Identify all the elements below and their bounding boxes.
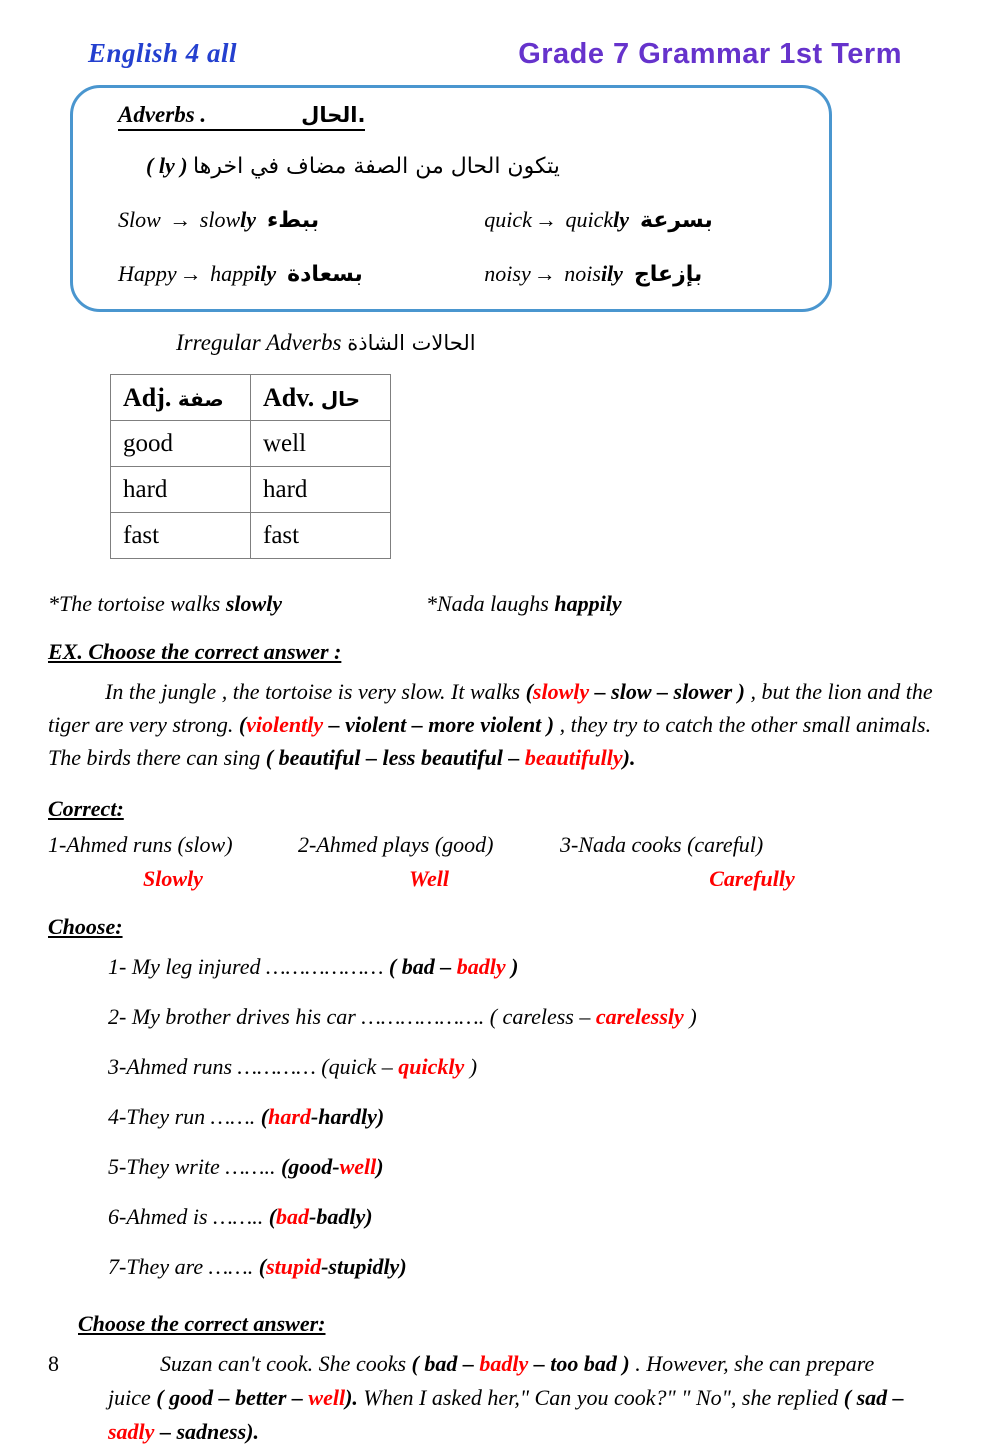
text-segment: 7-They are ……. [108,1254,259,1279]
text-segment: ) [683,1004,697,1029]
table-header-row [111,375,391,421]
arrow-icon: → [179,261,202,286]
text-segment: , they try to catch the other small animals. The birds there can sing [48,712,932,770]
choose-section-heading: Choose: [48,914,123,939]
text-segment: *Nada laughs [426,591,555,616]
text-segment: ( sad – [843,1385,904,1410]
text-segment: – [154,1419,177,1444]
adverbs-heading [118,102,784,131]
adverb-example-slow [118,207,484,233]
text-segment: 5-They write …….. [108,1154,281,1179]
text-segment: – violent – more violent ) [323,712,560,737]
adjective: Slow [118,207,167,232]
text-segment: In the jungle , the tortoise is very slow. It walks [105,679,526,704]
irregular-adverbs-title [176,330,944,356]
text-segment: 3-Ahmed runs ………… (quick – [108,1054,399,1079]
page-header [0,0,992,71]
text-segment: -hardly) [310,1104,385,1129]
correct-question: 1-Ahmed runs (slow) [48,832,233,857]
correct-item [48,832,298,892]
text-segment: violently [246,712,324,737]
final-section-heading: Choose the correct answer: [78,1311,326,1336]
text-segment: badly [479,1351,529,1376]
text-segment: quickly [398,1054,465,1079]
adjective: Happy [118,261,177,286]
adjective: noisy [484,261,531,286]
correct-answer: Slowly [143,866,203,891]
irregular-title-arabic: الحالات الشاذة [347,331,476,355]
text-segment: – slow – slower ) [589,679,751,704]
adv-header-label: Adv. [263,382,315,412]
adverb-column-header [251,375,391,421]
adj-header-label: Adj. [123,382,172,412]
choose-item-7 [108,1250,944,1283]
adverbs-rule-box [70,85,832,312]
text-segment: happily [554,591,622,616]
suzan-paragraph [108,1347,904,1449]
text-segment: ). [622,745,636,770]
arabic-translation: بإزعاج [633,262,703,287]
example-row-2 [118,261,784,287]
text-segment: slowly [532,679,590,704]
adverbs-heading-english: Adverbs . [118,102,207,127]
correct-question: 3-Nada cooks (careful) [560,832,764,857]
text-segment: ) [464,1054,478,1079]
arabic-translation: بسعادة [287,262,363,287]
text-segment: ) [505,954,519,979]
text-segment: (good- [280,1154,340,1179]
choose-item-2 [108,1000,944,1033]
text-segment: sadness). [176,1419,259,1444]
text-segment: slowly [225,591,283,616]
rule-arabic-text: يتكون الحال من الصفة مضاف في اخرها [193,154,560,179]
adv-header-arabic: حال [320,386,361,411]
example-sentence-tortoise [48,591,426,617]
correct-answer: Well [409,866,449,891]
text-segment: 1- My leg injured ……………… [108,954,389,979]
adjective-column-header [111,375,251,421]
correct-answer: Carefully [709,866,795,891]
adverb-cell: well [251,421,391,467]
text-segment: beautifully [524,745,623,770]
example-sentence-nada [426,591,622,617]
choose-exercise-list [48,950,944,1283]
text-segment: 2- My brother drives his car ………………. ( careless – [108,1004,596,1029]
adverb-suffix: ily [600,261,623,286]
text-segment: ) [376,1154,384,1179]
text-segment: ( beautiful – less beautiful – [265,745,525,770]
example-row-1 [118,207,784,233]
text-segment: 4-They run ……. [108,1104,261,1129]
text-segment: , but the lion and the tiger are very strong. [48,679,933,737]
correct-exercise [48,832,944,892]
adverb-suffix: ily [254,261,277,286]
table-row [111,467,391,513]
text-segment: -badly) [309,1204,373,1229]
example-sentences [48,591,944,617]
page-title: Grade 7 Grammar 1st Term [518,38,902,70]
text-segment: -stupidly) [321,1254,407,1279]
arrow-icon: → [169,207,192,232]
correct-question: 2-Ahmed plays (good) [298,832,494,857]
choose-item-4 [108,1100,944,1133]
adverb-formation-rule [146,153,560,179]
text-segment: well [339,1154,377,1179]
adverb-suffix: ly [613,207,629,232]
adjective-cell: good [111,421,251,467]
adverb-stem: quick [559,207,614,232]
text-segment: well [308,1385,346,1410]
irregular-adverbs-table [110,374,391,559]
text-segment: When I asked her," Can you cook?" " No", she replied [363,1385,844,1410]
text-segment: ( bad – [388,954,457,979]
adverb-cell: fast [251,513,391,559]
text-segment: carelessly [595,1004,684,1029]
text-segment: badly [456,954,506,979]
ex-section-heading: EX. Choose the correct answer : [48,639,342,664]
text-segment: ( [260,1104,269,1129]
irregular-title-english: Irregular Adverbs [176,330,342,355]
adverbs-heading-arabic: الحال. [301,103,366,127]
text-segment: ( [238,712,247,737]
choose-item-3 [108,1050,944,1083]
choose-item-1 [108,950,944,983]
choose-item-6 [108,1200,944,1233]
adverb-stem: slow [194,207,241,232]
adjective: quick [484,207,532,232]
text-segment: ( good – better – [156,1385,309,1410]
adverb-cell: hard [251,467,391,513]
text-segment: bad [276,1204,310,1229]
jungle-paragraph [48,675,944,774]
text-segment: 6-Ahmed is …….. [108,1204,269,1229]
text-segment: sadly [108,1419,155,1444]
adverb-example-quick [484,207,850,233]
correct-item [298,832,560,892]
text-segment: ( [525,679,533,704]
text-segment: stupid [266,1254,322,1279]
table-row [111,421,391,467]
text-segment: *The tortoise walks [48,591,226,616]
worksheet-body [0,330,992,1449]
adjective-cell: hard [111,467,251,513]
text-segment: . However, she can prepare juice [108,1351,875,1410]
arrow-icon: → [533,261,556,286]
adverb-stem: happ [204,261,255,286]
rule-ly-suffix: ( ly ) [146,153,188,178]
text-segment: ( bad – [411,1351,480,1376]
adverb-stem: nois [558,261,601,286]
table-row [111,513,391,559]
adverb-example-happy [118,261,484,287]
correct-section-heading: Correct: [48,796,124,821]
arabic-translation: ببطء [267,208,320,233]
text-segment: ( [258,1254,267,1279]
correct-item [560,832,944,892]
brand-logo-text: English 4 all [88,38,238,68]
adj-header-arabic: صفة [177,386,224,411]
page-number: 8 [48,1351,59,1376]
text-segment: hard [268,1104,311,1129]
adjective-cell: fast [111,513,251,559]
text-segment: Suzan can't cook. She cooks [160,1351,412,1376]
arabic-translation: بسرعة [640,208,713,233]
text-segment: – too bad ) [528,1351,636,1376]
adverb-suffix: ly [240,207,257,232]
text-segment: ). [345,1385,364,1410]
adverbs-heading-underline [118,102,365,131]
choose-item-5 [108,1150,944,1183]
text-segment: ( [268,1204,277,1229]
arrow-icon: → [534,207,557,232]
adverb-example-noisy [484,261,850,287]
